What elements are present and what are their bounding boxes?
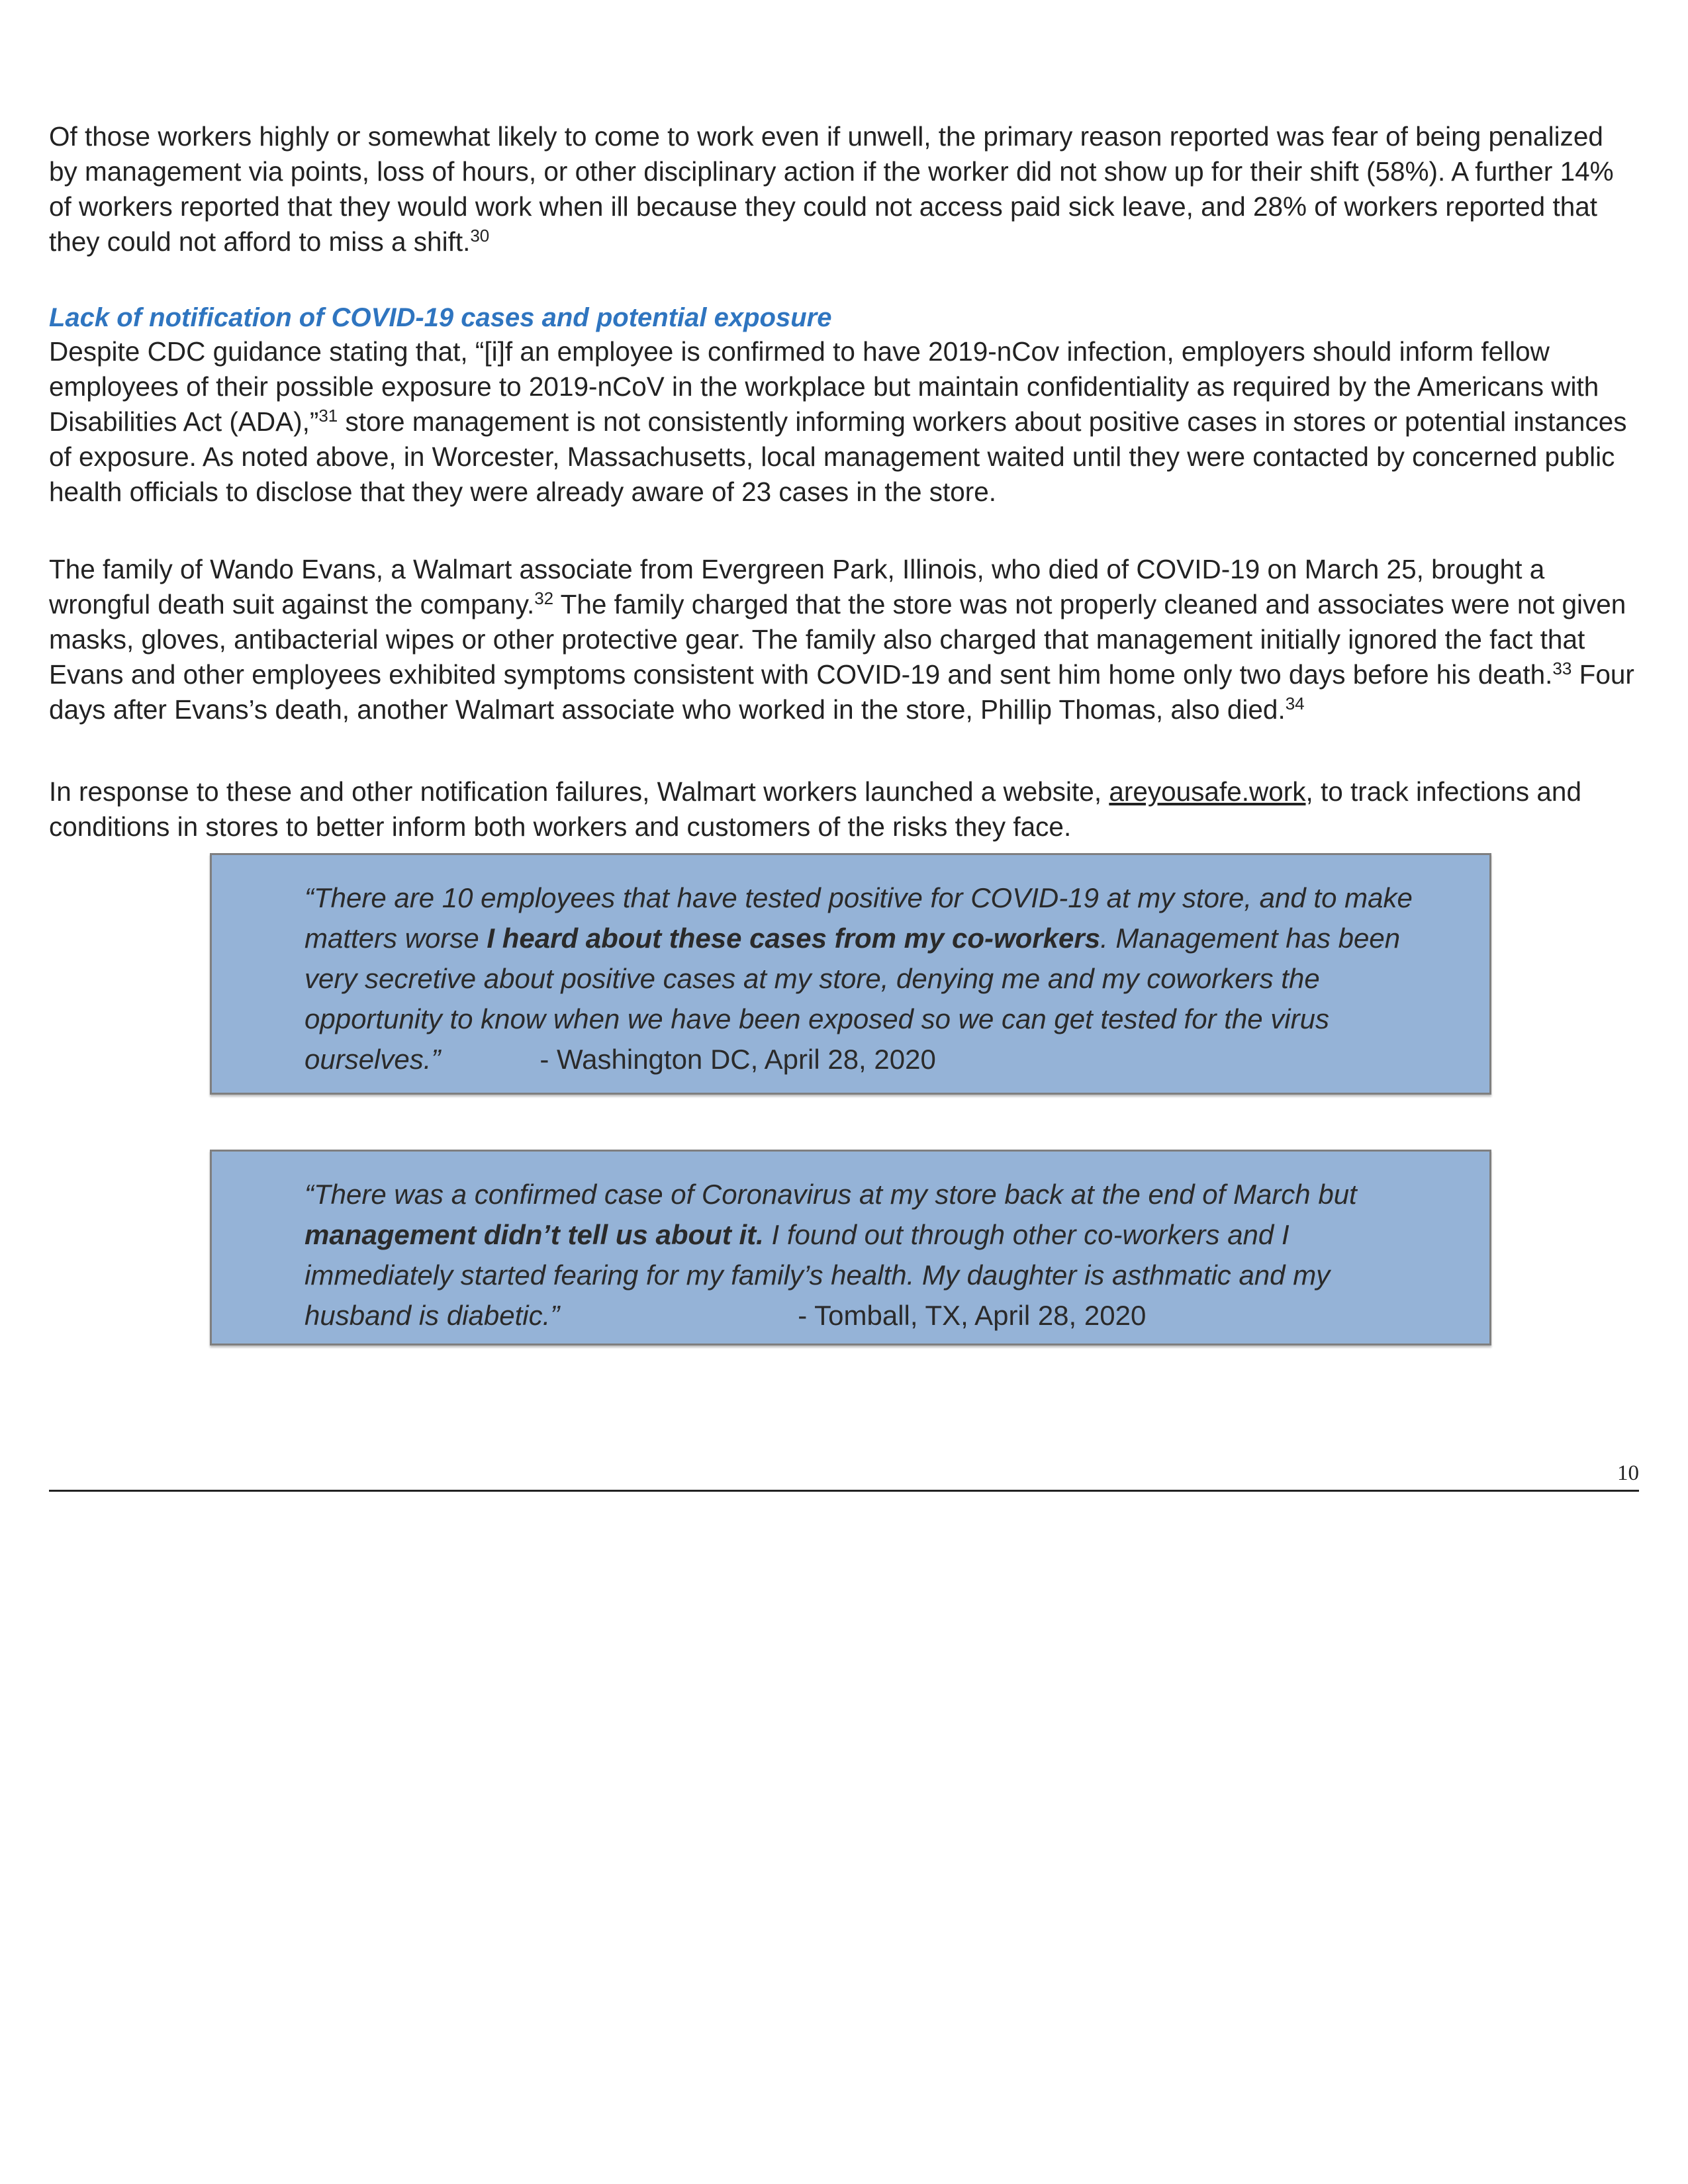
quote-box-tomball (210, 1150, 1491, 1345)
paragraph-website-launch (49, 774, 1638, 844)
footnote-ref-30[interactable]: 30 (470, 226, 490, 246)
quote-emphasis: management didn’t tell us about it. (305, 1219, 764, 1250)
paragraph-text: The family of Wando Evans, a Walmart associate from Evergreen Park, Illinois, who died of COVID-19 on March 25, brought a wrongful death suit against the company. (49, 554, 1545, 619)
footnote-ref-34[interactable]: 34 (1285, 694, 1305, 713)
section-heading: Lack of notification of COVID-19 cases and potential exposure (49, 303, 832, 332)
paragraph-text: Four days after Evans’s death, another Walmart associate who worked in the store, Phillip Thomas, also died. (49, 659, 1634, 725)
paragraph-text: The family charged that the store was not properly cleaned and associates were not given masks, gloves, antibacterial wipes or other protective gear. The family also charged that management initially ignored the fact that Evans and other employees exhibited symptoms consistent with COVID-19 and sent him home only two days before his death. (49, 589, 1626, 690)
paragraph-text: In response to these and other notification failures, Walmart workers launched a website, (49, 776, 1109, 807)
paragraph-work-when-unwell (49, 119, 1638, 259)
paragraph-cdc-guidance (49, 334, 1638, 510)
paragraph-text: , to track infections and conditions in stores to better inform both workers and customers of the risks they face. (49, 776, 1581, 842)
paragraph-text: Despite CDC guidance stating that, “[i]f an employee is confirmed to have 2019-nCov infection, employers should inform fellow employees of their possible exposure to 2019-nCoV in the workplace but maintain confidentiality as required by the Americans with Disabilities Act (ADA),” (49, 336, 1599, 437)
website-link[interactable]: areyousafe.work (1109, 776, 1306, 807)
quote-text-part: “There are 10 employees that have tested positive for COVID-19 at my store, and to make matters worse (305, 882, 1413, 954)
quote-text (305, 1174, 1443, 1336)
paragraph-text: store management is not consistently informing workers about positive cases in stores or potential instances of exposure. As noted above, in Worcester, Massachusetts, local management waited until they were contacted by concerned public health officials to disclose that they were already aware of 23 cases in the store. (49, 406, 1627, 507)
footnote-ref-32[interactable]: 32 (534, 588, 554, 608)
footnote-ref-33[interactable]: 33 (1552, 659, 1572, 678)
quote-emphasis: I heard about these cases from my co-workers (487, 923, 1101, 954)
footer-rule (49, 1490, 1639, 1492)
quote-text (305, 878, 1443, 1079)
quote-text-part: I found out through other co-workers and I immediately started fearing for my family’s health. My daughter is asthmatic and my husband is diabetic.” (305, 1219, 1331, 1331)
footnote-ref-31[interactable]: 31 (318, 406, 338, 426)
quote-text-part: . Management has been very secretive about positive cases at my store, denying me and my coworkers the opportunity to know when we have been exposed so we can get tested for the virus ourselves.” (305, 923, 1401, 1075)
page-number: 10 (1617, 1461, 1639, 1485)
quote-attribution: - Washington DC, April 28, 2020 (539, 1044, 936, 1075)
paragraph-wando-evans (49, 552, 1638, 727)
quote-box-washington (210, 853, 1491, 1095)
paragraph-text: Of those workers highly or somewhat likely to come to work even if unwell, the primary reason reported was fear of being penalized by management via points, loss of hours, or other disciplinary action if the worker did not show up for their shift (58%). A further 14% of workers reported that they would work when ill because they could not access paid sick leave, and 28% of workers reported that they could not afford to miss a shift. (49, 121, 1614, 257)
quote-attribution: - Tomball, TX, April 28, 2020 (798, 1300, 1147, 1331)
quote-text-part: “There was a confirmed case of Coronavirus at my store back at the end of March but (305, 1179, 1357, 1210)
